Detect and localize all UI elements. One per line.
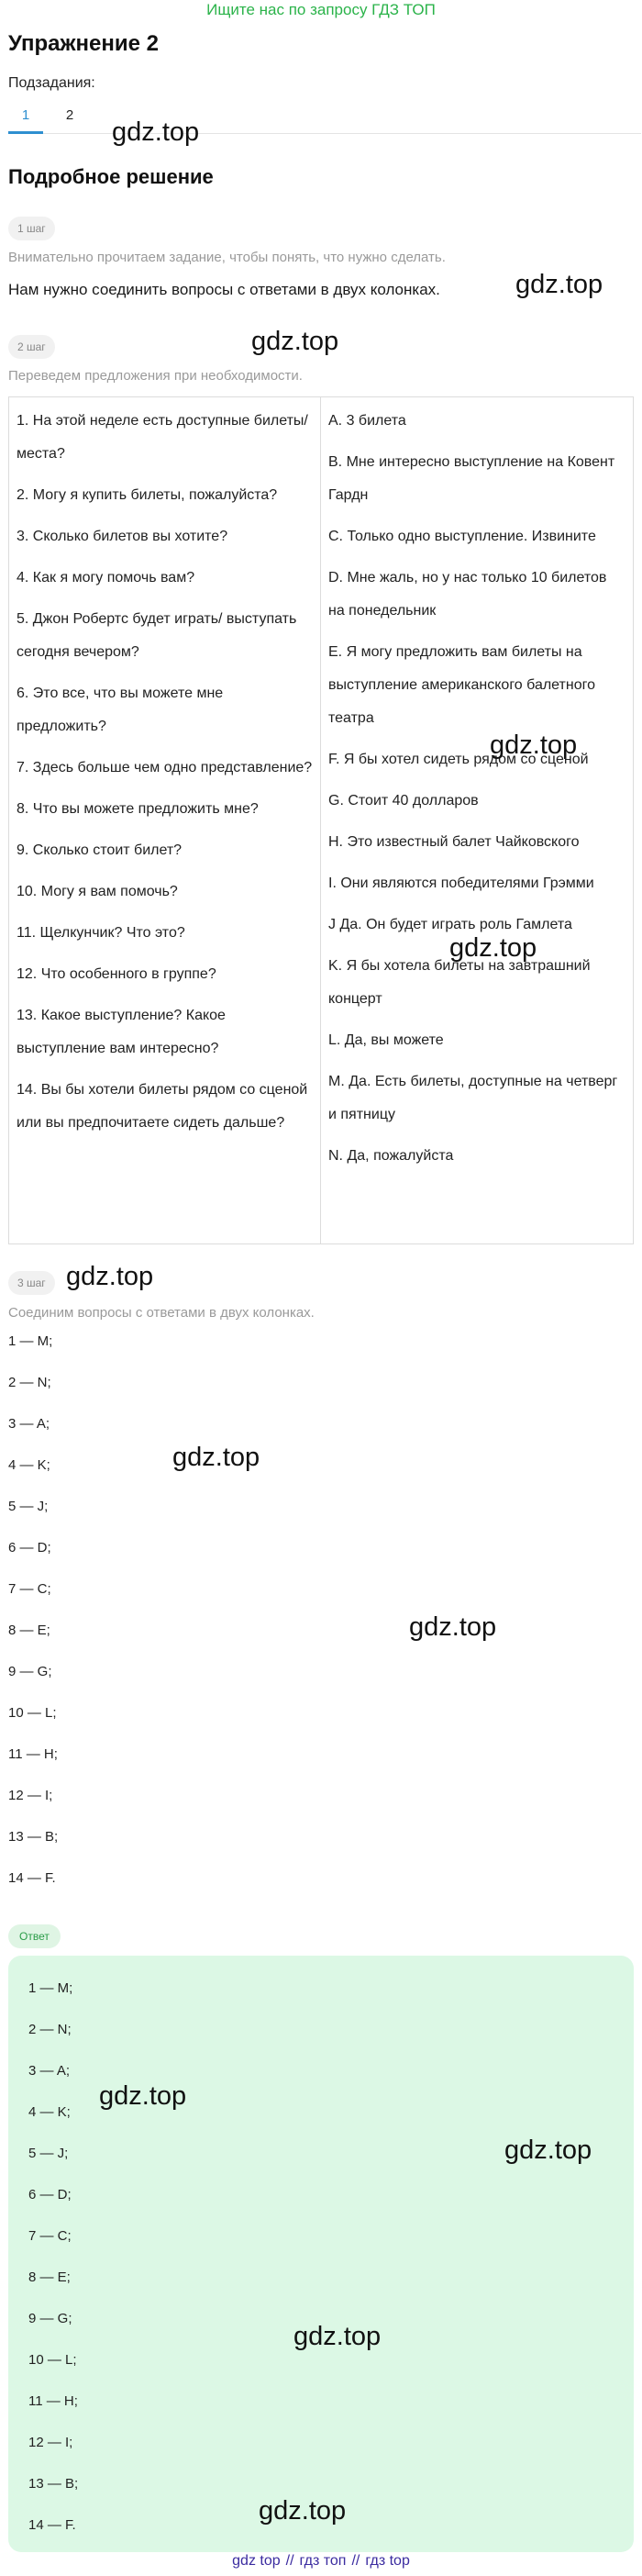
answer-badge: Ответ bbox=[8, 1924, 61, 1948]
tab-2[interactable]: 2 bbox=[65, 107, 74, 123]
questions-column bbox=[9, 397, 321, 1243]
subtasks-label: Подзадания: bbox=[8, 75, 95, 91]
separator: // bbox=[285, 2553, 294, 2569]
match-row: 6 — D; bbox=[28, 2187, 72, 2202]
page-title: Упражнение 2 bbox=[8, 31, 159, 56]
answer-cell: D. Мне жаль, но у нас только 10 билетов на понедельник bbox=[328, 570, 607, 619]
matching-list bbox=[8, 1331, 58, 1909]
bottom-links bbox=[0, 2553, 642, 2575]
match-row: 1 — M; bbox=[8, 1333, 53, 1349]
answer-cell: G. Стоит 40 долларов bbox=[328, 793, 479, 808]
tab-1[interactable]: 1 bbox=[8, 105, 43, 134]
translation-table bbox=[8, 396, 634, 1244]
match-row: 9 — G; bbox=[28, 2311, 72, 2326]
match-row: 10 — L; bbox=[8, 1705, 57, 1721]
answer-cell: C. Только одно выступление. Извините bbox=[328, 529, 596, 544]
match-row: 3 — A; bbox=[28, 2063, 71, 2079]
match-row: 12 — I; bbox=[28, 2435, 73, 2450]
question-cell: 8. Что вы можете предложить мне? bbox=[17, 801, 259, 817]
step-badge-1: 1 шаг bbox=[8, 217, 55, 240]
watermark: gdz.top bbox=[293, 2322, 382, 2351]
match-row: 1 — M; bbox=[28, 1980, 73, 1996]
match-row: 13 — B; bbox=[8, 1829, 59, 1845]
match-row: 14 — F. bbox=[8, 1870, 56, 1886]
watermark: gdz.top bbox=[409, 1612, 497, 1642]
step-1-text: Нам нужно соединить вопросы с ответами в двух колонках. bbox=[8, 281, 440, 298]
step-badge-3: 3 шаг bbox=[8, 1271, 55, 1295]
match-row: 11 — H; bbox=[8, 1746, 58, 1762]
answer-cell: H. Это известный балет Чайковского bbox=[328, 834, 580, 850]
answer-cell: N. Да, пожалуйста bbox=[328, 1148, 454, 1164]
answer-cell: M. Да. Есть билеты, доступные на четверг и пятницу bbox=[328, 1074, 618, 1122]
step-1-description: Внимательно прочитаем задание, чтобы понять, что нужно сделать. bbox=[8, 250, 446, 265]
match-row: 4 — K; bbox=[28, 2104, 71, 2120]
answer-box bbox=[8, 1956, 634, 2552]
match-row: 4 — K; bbox=[8, 1457, 50, 1473]
bottom-link-2[interactable]: гдз топ bbox=[299, 2553, 347, 2569]
question-cell: 5. Джон Робертс будет играть/ выступать сегодня вечером? bbox=[17, 611, 297, 660]
bottom-link-1[interactable]: gdz top bbox=[232, 2553, 281, 2569]
question-cell: 9. Сколько стоит билет? bbox=[17, 842, 183, 858]
subtask-tabs bbox=[8, 105, 641, 134]
match-row: 7 — C; bbox=[8, 1581, 51, 1597]
match-row: 13 — B; bbox=[28, 2476, 79, 2492]
watermark: gdz.top bbox=[99, 2081, 187, 2111]
step-3-description: Соединим вопросы с ответами в двух колонках. bbox=[8, 1305, 315, 1321]
separator: // bbox=[351, 2553, 360, 2569]
question-cell: 14. Вы бы хотели билеты рядом со сценой или вы предпочитаете сидеть дальше? bbox=[17, 1082, 308, 1131]
watermark: gdz.top bbox=[251, 327, 339, 356]
question-cell: 10. Могу я вам помочь? bbox=[17, 884, 178, 899]
step-2-description: Переведем предложения при необходимости. bbox=[8, 368, 303, 384]
answer-cell: J Да. Он будет играть роль Гамлета bbox=[328, 917, 572, 932]
bottom-link-3[interactable]: гдз top bbox=[365, 2553, 410, 2569]
watermark: gdz.top bbox=[259, 2496, 347, 2526]
match-row: 5 — J; bbox=[28, 2146, 69, 2161]
question-cell: 12. Что особенного в группе? bbox=[17, 966, 216, 982]
match-row: 10 — L; bbox=[28, 2352, 77, 2368]
match-row: 7 — C; bbox=[28, 2228, 72, 2244]
watermark: gdz.top bbox=[490, 730, 578, 760]
step-badge-2: 2 шаг bbox=[8, 335, 55, 359]
match-row: 8 — E; bbox=[8, 1623, 50, 1638]
question-cell: 13. Какое выступление? Какое выступление вам интересно? bbox=[17, 1008, 226, 1056]
question-cell: 3. Сколько билетов вы хотите? bbox=[17, 529, 228, 544]
match-row: 9 — G; bbox=[8, 1664, 52, 1679]
match-row: 2 — N; bbox=[28, 2022, 72, 2037]
answer-cell: A. 3 билета bbox=[328, 413, 406, 429]
match-row: 3 — A; bbox=[8, 1416, 50, 1432]
question-cell: 11. Щелкунчик? Что это? bbox=[17, 925, 185, 941]
answer-cell: I. Они являются победителями Грэмми bbox=[328, 875, 594, 891]
section-title: Подробное решение bbox=[8, 165, 214, 188]
watermark: gdz.top bbox=[112, 117, 200, 147]
match-row: 12 — I; bbox=[8, 1788, 53, 1803]
match-row: 14 — F. bbox=[28, 2517, 76, 2533]
watermark: gdz.top bbox=[504, 2136, 592, 2165]
watermark: gdz.top bbox=[515, 270, 603, 299]
watermark: gdz.top bbox=[172, 1443, 260, 1472]
answer-cell: B. Мне интересно выступление на Ковент Гардн bbox=[328, 454, 615, 503]
answer-cell: K. Я бы хотела билеты на завтрашний концерт bbox=[328, 958, 591, 1007]
match-row: 5 — J; bbox=[8, 1499, 49, 1514]
answer-cell: F. Я бы хотел сидеть рядом со сценой bbox=[328, 752, 589, 767]
match-row: 11 — H; bbox=[28, 2393, 78, 2409]
match-row: 6 — D; bbox=[8, 1540, 51, 1556]
answer-cell: L. Да, вы можете bbox=[328, 1032, 444, 1048]
search-banner[interactable]: Ищите нас по запросу ГДЗ ТОП bbox=[206, 1, 436, 18]
question-cell: 1. На этой неделе есть доступные билеты/места? bbox=[17, 413, 308, 462]
watermark: gdz.top bbox=[449, 933, 537, 963]
answer-cell: E. Я могу предложить вам билеты на выступление американского балетного театра bbox=[328, 644, 595, 726]
match-row: 8 — E; bbox=[28, 2269, 71, 2285]
match-row: 2 — N; bbox=[8, 1375, 51, 1390]
question-cell: 2. Могу я купить билеты, пожалуйста? bbox=[17, 487, 278, 503]
watermark: gdz.top bbox=[66, 1262, 154, 1291]
answers-column bbox=[321, 397, 633, 1243]
question-cell: 7. Здесь больше чем одно представление? bbox=[17, 760, 313, 775]
question-cell: 4. Как я могу помочь вам? bbox=[17, 570, 195, 585]
question-cell: 6. Это все, что вы можете мне предложить? bbox=[17, 686, 224, 734]
